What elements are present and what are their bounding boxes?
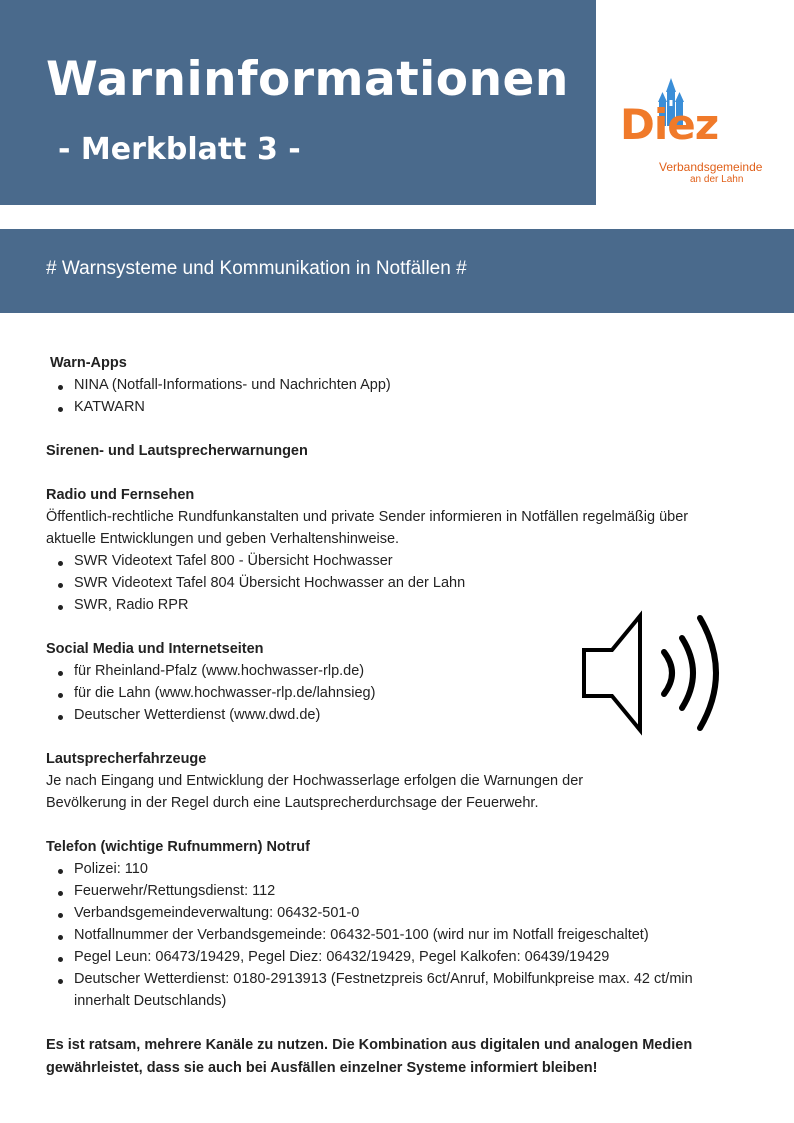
heading-social: Social Media und Internetseiten [46, 641, 264, 657]
closing-note: Es ist ratsam, mehrere Kanäle zu nutzen. Die Kombination aus digitalen und analogen Medien gewährleistet, dass sie auch bei Ausfällen einzelner Systeme informiert bleiben! [46, 1037, 693, 1076]
logo-line-1: Verbandsgemeinde [659, 160, 763, 174]
list-item: SWR Videotext Tafel 804 Übersicht Hochwasser an der Lahn [46, 572, 736, 594]
list-item: Deutscher Wetterdienst: 0180-2913913 (Festnetzpreis 6ct/Anruf, Mobilfunkpreise max. 42 ct/min innerhalt Deutschlands) [46, 968, 736, 1012]
section-band [0, 229, 794, 313]
list-telefon [46, 858, 736, 1012]
list-item: Verbandsgemeindeverwaltung: 06432-501-0 [46, 902, 736, 924]
logo-word: Diez [620, 100, 719, 149]
heading-telefon: Telefon (wichtige Rufnummern) Notruf [46, 839, 310, 855]
band-heading: # Warnsysteme und Kommunikation in Notfällen # [46, 258, 467, 279]
lautsprecher-text: Je nach Eingang und Entwicklung der Hochwasserlage erfolgen die Warnungen der Bevölkerung in der Regel durch eine Lautsprecherdurchsage der Feuerwehr. [46, 773, 584, 811]
logo-line-2: an der Lahn [690, 174, 744, 185]
list-radio [46, 550, 736, 616]
heading-warn-apps: Warn-Apps [50, 355, 127, 371]
list-item: Feuerwehr/Rettungsdienst: 112 [46, 880, 736, 902]
list-item: Pegel Leun: 06473/19429, Pegel Diez: 06432/19429, Pegel Kalkofen: 06439/19429 [46, 946, 736, 968]
list-item: SWR Videotext Tafel 800 - Übersicht Hochwasser [46, 550, 736, 572]
list-item: Polizei: 110 [46, 858, 736, 880]
diez-logo [612, 78, 763, 188]
radio-text: Öffentlich-rechtliche Rundfunkanstalten und private Sender informieren in Notfällen regelmäßig über aktuelle Entwicklungen und geben Verhaltenshinweise. [46, 509, 689, 547]
list-item: KATWARN [46, 396, 736, 418]
heading-sirenen: Sirenen- und Lautsprecherwarnungen [46, 443, 308, 459]
page-title: Warninformationen [46, 52, 569, 107]
speaker-sound-icon [580, 610, 736, 736]
list-item: für die Lahn (www.hochwasser-rlp.de/lahnsieg) [46, 682, 736, 704]
page-subtitle: - Merkblatt 3 - [58, 132, 301, 167]
list-warn-apps [46, 374, 736, 418]
list-item: für Rheinland-Pfalz (www.hochwasser-rlp.de) [46, 660, 736, 682]
list-item: Notfallnummer der Verbandsgemeinde: 06432-501-100 (wird nur im Notfall freigeschaltet) [46, 924, 736, 946]
list-item: SWR, Radio RPR [46, 594, 736, 616]
heading-radio: Radio und Fernsehen [46, 487, 195, 503]
list-item: Deutscher Wetterdienst (www.dwd.de) [46, 704, 736, 726]
heading-lautsprecher: Lautsprecherfahrzeuge [46, 751, 207, 767]
list-item: NINA (Notfall-Informations- und Nachrichten App) [46, 374, 736, 396]
header-box [0, 0, 596, 205]
